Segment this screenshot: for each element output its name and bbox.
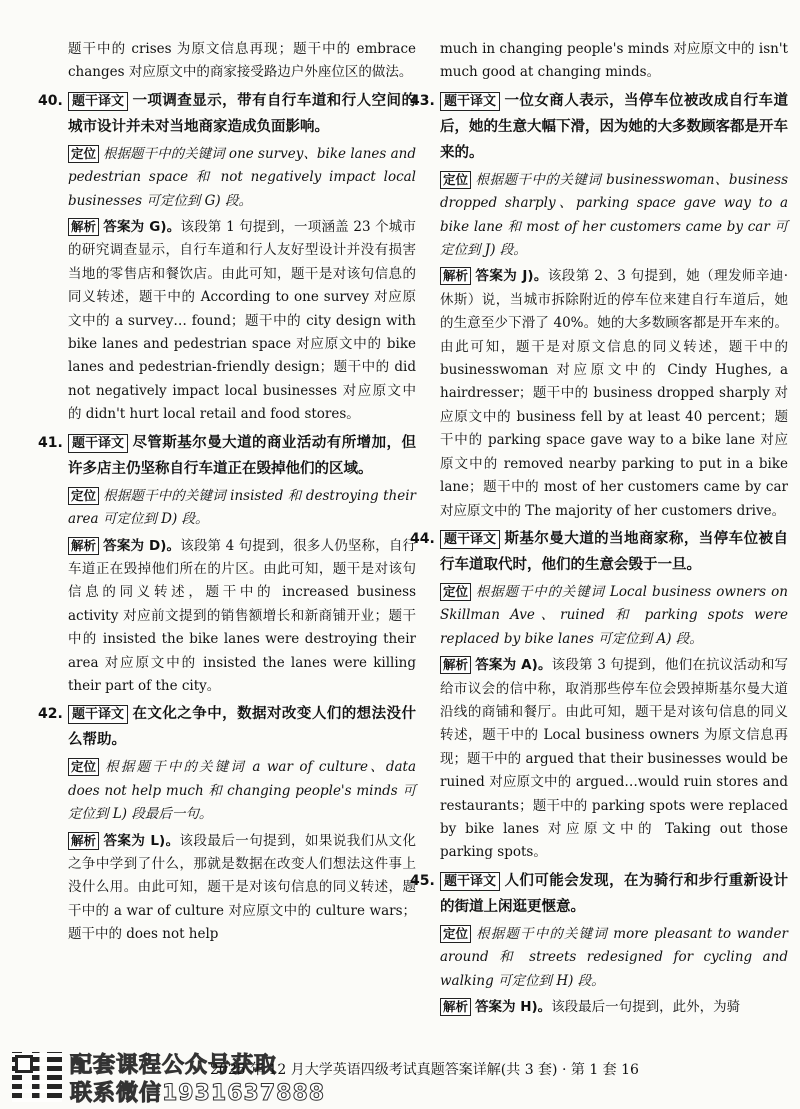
question-number: 45. — [410, 872, 435, 889]
locate-text: 根据题干中的关键词 a war of culture、data does not help much 和 changing people's minds 可定位到 L) 段最后一句。 — [68, 759, 416, 823]
analysis-tag: 解析 — [68, 832, 99, 850]
page-info: 2025 年 12 月大学英语四级考试真题答案详解(共 3 套) · 第 1 套 16 — [210, 1062, 639, 1078]
locate-tag: 定位 — [68, 758, 99, 776]
answer-label: 答案为 A)。 — [475, 657, 552, 674]
question-stem: 人们可能会发现，在为骑行和步行重新设计的街道上闲逛更惬意。 — [440, 872, 788, 915]
left-column — [38, 38, 417, 950]
answer-label: 答案为 J)。 — [475, 268, 548, 285]
watermark-line-2: 联系微信1931637888 — [70, 1081, 326, 1106]
continued-paragraph: much in changing people's minds 对应原文中的 isn't much good at changing minds。 — [440, 41, 788, 81]
analysis-text: 该段第 4 句提到，很多人仍坚称，自行车道正在毁掉他们所在的片区。由此可知，题干是对该句信息的同义转述，题干中的 increased business activity 对应前文提到的销售额增长和新商铺开业；题干中的 insisted the bike lanes were destroying their area 对应原文中的 insisted the lanes were killing their part of the city。 — [68, 537, 417, 694]
answer-label: 答案为 L)。 — [103, 832, 180, 849]
question-41 — [38, 430, 417, 699]
page-footer — [0, 1046, 800, 1109]
translation-tag: 题干译文 — [440, 92, 500, 111]
analysis-text: 该段第 3 句提到，他们在抗议活动和写给市议会的信中称，取消那些停车位会毁掉斯基尔曼大道沿线的商铺和餐厅。由此可知，题干是对该句信息的同义转述，题干中的 Local business owners 为原文信息再现；题干中的 argued that their businesses would be ruined 对应原文中的 argued…would ruin stores and restaurants；题干中的 parking spots were replaced by bike lanes 对应原文中的 Taking out those parking spots。 — [440, 657, 789, 861]
locate-tag: 定位 — [68, 487, 99, 505]
locate-text: 根据题干中的关键词 businesswoman、business dropped sharply、parking space gave way to a bike lane 和 most of her customers came by car 可定位到 J) 段。 — [440, 171, 788, 259]
analysis-text: 该段第 2、3 句提到，她（理发师辛迪·休斯）说，当城市拆除附近的停车位来建自行车道后，她的生意至少下滑了 40%。她的大多数顾客都是开车来的。由此可知，题干是对原文信息的同义转述，题干中的 businesswoman 对应原文中的 Cindy Hughes, a hairdresser；题干中的 business dropped sharply 对应原文中的 business fell by at least 40 percent；题干中的 parking space gave way to a bike lane 对应原文中的 removed nearby parking to put in a bike lane；题干中的 most of her customers came by car 对应原文中的 The majority of her customers drive。 — [440, 268, 788, 519]
analysis-tag: 解析 — [68, 218, 99, 236]
locate-text: 根据题干中的关键词 Local business owners on Skillman Ave、ruined 和 parking spots were replaced by bike lanes 可定位到 A) 段。 — [440, 583, 788, 647]
answer-label: 答案为 D)。 — [103, 537, 181, 554]
analysis-tag: 解析 — [68, 537, 99, 555]
question-number: 44. — [410, 530, 435, 547]
question-number: 43. — [410, 92, 435, 109]
question-stem: 尽管斯基尔曼大道的商业活动有所增加，但许多店主仍坚称自行车道正在毁掉他们的区域。 — [68, 434, 416, 477]
locate-text: 根据题干中的关键词 more pleasant to wander around 和 streets redesigned for cycling and walking 可定位到 H) 段。 — [440, 925, 788, 989]
analysis-tag: 解析 — [440, 267, 471, 285]
answer-label: 答案为 H)。 — [475, 999, 552, 1015]
right-column — [410, 38, 789, 1022]
question-number: 40. — [38, 92, 63, 109]
question-44 — [410, 526, 789, 865]
analysis-text: 该段最后一句提到，此外，为骑 — [551, 999, 741, 1015]
analysis-text: 该段第 1 句提到，一项涵盖 23 个城市的研究调查显示，自行车道和行人友好型设计并没有损害当地的零售店和餐饮店。由此可知，题干是对该句信息的同义转述，题干中的 According to one survey 对应原文中的 a survey… found；题干中的 city design with bike lanes and pedestrian space 对应原文中的 bike lanes and pedestrian-friendly design；题干中的 did not negatively impact local businesses 对应原文中的 didn't hurt local retail and food stores。 — [68, 219, 416, 423]
intro-paragraph: 题干中的 crises 为原文信息再现；题干中的 embrace changes 对应原文中的商家接受路边户外座位区的做法。 — [68, 41, 416, 81]
translation-tag: 题干译文 — [68, 92, 128, 111]
question-42 — [38, 701, 416, 946]
question-40 — [38, 88, 416, 427]
question-45 — [410, 868, 788, 1020]
analysis-tag: 解析 — [440, 656, 471, 674]
translation-tag: 题干译文 — [68, 705, 128, 724]
qr-code-icon — [12, 1052, 62, 1102]
locate-tag: 定位 — [440, 925, 471, 943]
translation-tag: 题干译文 — [440, 872, 500, 891]
question-stem: 一位女商人表示，当停车位被改成自行车道后，她的生意大幅下滑，因为她的大多数顾客都是开车来的。 — [440, 92, 788, 161]
question-number: 41. — [38, 434, 63, 451]
answer-label: 答案为 G)。 — [103, 219, 181, 236]
analysis-tag: 解析 — [440, 998, 471, 1016]
locate-tag: 定位 — [440, 583, 471, 601]
analysis-text: 该段最后一句提到，如果说我们从文化之争中学到了什么，那就是数据在改变人们想法这件事上没什么用。由此可知，题干是对该句信息的同义转述，题干中的 a war of culture 对应原文中的 culture wars；题干中的 does not help — [68, 832, 416, 943]
translation-tag: 题干译文 — [440, 530, 500, 549]
question-43 — [410, 88, 788, 523]
locate-text: 根据题干中的关键词 one survey、bike lanes and pedestrian space 和 not negatively impact local businesses 可定位到 G) 段。 — [68, 145, 416, 209]
translation-tag: 题干译文 — [68, 434, 128, 453]
locate-text: 根据题干中的关键词 insisted 和 destroying their area 可定位到 D) 段。 — [68, 487, 416, 528]
question-stem: 斯基尔曼大道的当地商家称，当停车位被自行车道取代时，他们的生意会毁于一旦。 — [440, 530, 788, 573]
question-stem: 一项调查显示，带有自行车道和行人空间的城市设计并未对当地商家造成负面影响。 — [68, 92, 416, 135]
locate-tag: 定位 — [68, 145, 99, 163]
question-stem: 在文化之争中，数据对改变人们的想法没什么帮助。 — [68, 706, 416, 749]
locate-tag: 定位 — [440, 171, 471, 189]
question-number: 42. — [38, 706, 63, 723]
watermark-line-1: 配套课程公众号获取 — [70, 1053, 278, 1078]
